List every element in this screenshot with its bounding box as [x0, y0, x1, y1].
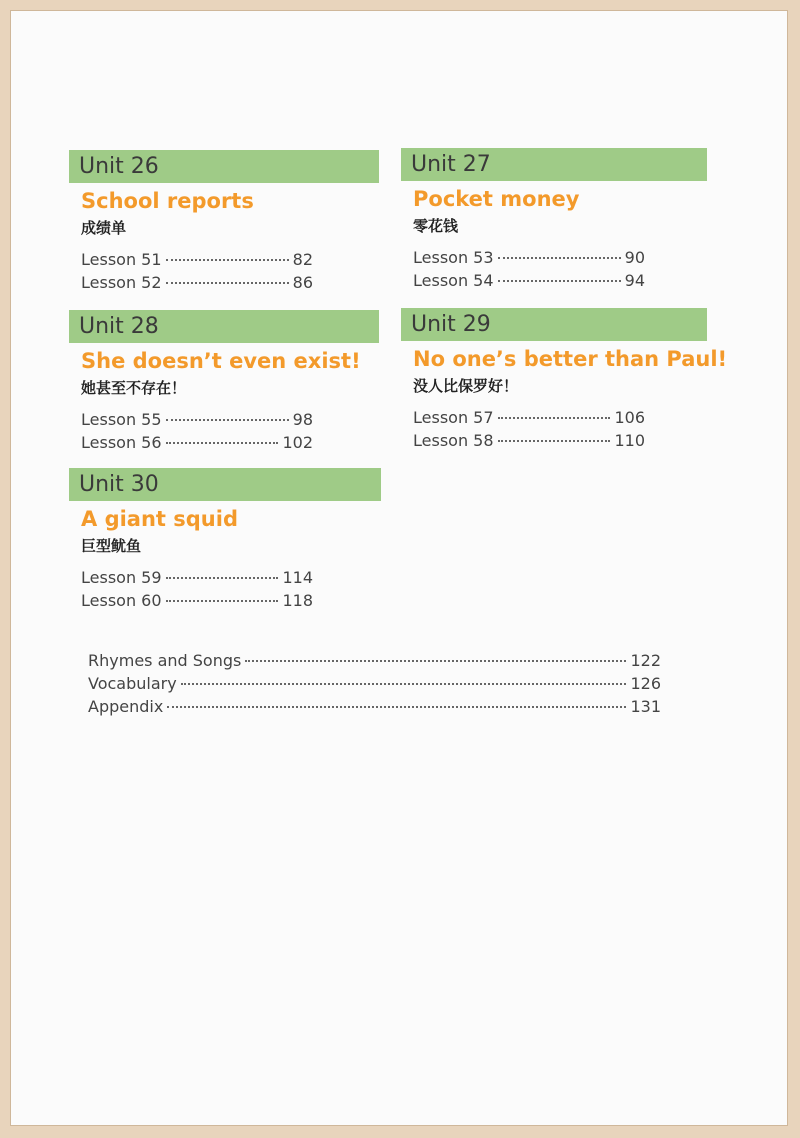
lesson-entry[interactable] [81, 408, 313, 431]
lesson-entry[interactable] [413, 269, 645, 292]
lesson-label: Lesson 53 [413, 248, 494, 267]
back-matter-list [88, 649, 661, 718]
unit-title: A giant squid [81, 507, 238, 531]
unit-29 [401, 308, 727, 452]
lesson-list [69, 408, 379, 454]
page-number: 110 [614, 431, 645, 450]
lesson-label: Lesson 59 [81, 568, 162, 587]
toc-entry-rhymes-and-songs[interactable] [88, 649, 661, 672]
lesson-list [401, 406, 727, 452]
entry-label: Appendix [88, 697, 164, 716]
unit-title: No one’s better than Paul! [413, 347, 728, 371]
toc-entry-appendix[interactable] [88, 695, 661, 718]
lesson-entry[interactable] [81, 566, 313, 589]
page-number: 118 [282, 591, 313, 610]
unit-header: Unit 27 [401, 148, 707, 181]
page-number: 94 [624, 271, 645, 290]
unit-26 [69, 150, 379, 294]
unit-chinese-title: 巨型鱿鱼 [81, 537, 142, 555]
dot-leader [166, 282, 289, 284]
lesson-entry[interactable] [81, 431, 313, 454]
unit-chinese-title: 零花钱 [413, 217, 459, 235]
page-number: 102 [282, 433, 313, 452]
lesson-label: Lesson 52 [81, 273, 162, 292]
unit-header: Unit 28 [69, 310, 379, 343]
dot-leader [167, 706, 626, 708]
unit-27 [401, 148, 707, 292]
lesson-label: Lesson 51 [81, 250, 162, 269]
page-number: 98 [292, 410, 313, 429]
page-number: 131 [630, 697, 661, 716]
unit-28 [69, 310, 379, 454]
dot-leader [166, 259, 289, 261]
page-number: 82 [292, 250, 313, 269]
lesson-entry[interactable] [81, 589, 313, 612]
toc-page [10, 10, 788, 1126]
page-number: 122 [630, 651, 661, 670]
dot-leader [498, 417, 611, 419]
unit-title: School reports [81, 189, 254, 213]
lesson-label: Lesson 60 [81, 591, 162, 610]
page-number: 106 [614, 408, 645, 427]
lesson-entry[interactable] [81, 271, 313, 294]
lesson-label: Lesson 55 [81, 410, 162, 429]
dot-leader [181, 683, 627, 685]
lesson-entry[interactable] [413, 429, 645, 452]
lesson-entry[interactable] [413, 406, 645, 429]
unit-title: Pocket money [413, 187, 580, 211]
lesson-list [401, 246, 707, 292]
lesson-list [69, 566, 381, 612]
dot-leader [166, 419, 289, 421]
dot-leader [166, 577, 279, 579]
unit-chinese-title: 成绩单 [81, 219, 127, 237]
unit-chinese-title: 没人比保罗好！ [413, 377, 519, 395]
entry-label: Rhymes and Songs [88, 651, 242, 670]
unit-header: Unit 29 [401, 308, 707, 341]
lesson-label: Lesson 56 [81, 433, 162, 452]
dot-leader [245, 660, 626, 662]
dot-leader [498, 280, 621, 282]
dot-leader [166, 600, 279, 602]
lesson-label: Lesson 58 [413, 431, 494, 450]
entry-label: Vocabulary [88, 674, 177, 693]
lesson-label: Lesson 57 [413, 408, 494, 427]
unit-header: Unit 26 [69, 150, 379, 183]
unit-chinese-title: 她甚至不存在！ [81, 379, 187, 397]
page-number: 126 [630, 674, 661, 693]
page-number: 86 [292, 273, 313, 292]
unit-30 [69, 468, 381, 612]
lesson-entry[interactable] [81, 248, 313, 271]
page-number: 90 [624, 248, 645, 267]
dot-leader [166, 442, 279, 444]
page-number: 114 [282, 568, 313, 587]
dot-leader [498, 257, 621, 259]
dot-leader [498, 440, 611, 442]
lesson-list [69, 248, 379, 294]
unit-title: She doesn’t even exist! [81, 349, 361, 373]
lesson-entry[interactable] [413, 246, 645, 269]
lesson-label: Lesson 54 [413, 271, 494, 290]
unit-header: Unit 30 [69, 468, 381, 501]
toc-entry-vocabulary[interactable] [88, 672, 661, 695]
